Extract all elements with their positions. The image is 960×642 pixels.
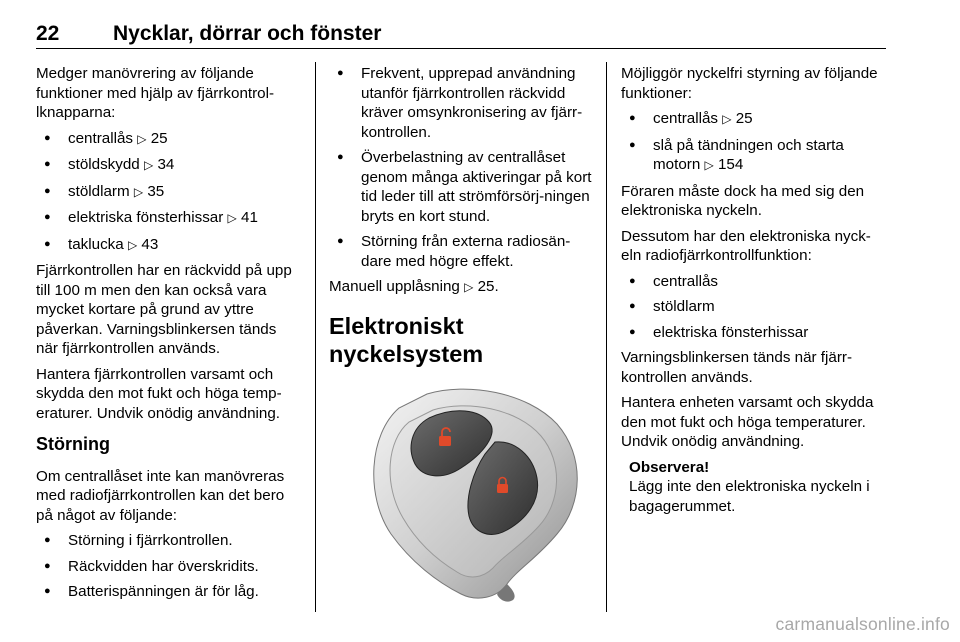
also-text: Dessutom har den elektroniska nyck-eln radiofjärrkontrollfunktion: xyxy=(621,227,871,264)
page-reference[interactable]: ▷ 34 xyxy=(144,156,175,173)
page-header xyxy=(36,22,886,49)
note-box xyxy=(629,458,887,517)
list-item: ● Räckvidden har överskridits. xyxy=(36,557,302,577)
column-divider xyxy=(606,62,607,612)
fault-list xyxy=(36,531,302,602)
chapter-title: Nycklar, dörrar och fönster xyxy=(113,22,382,45)
list-item: ● Störning från externa radiosän-dare med högre effekt. xyxy=(329,232,593,271)
page-reference[interactable]: ▷ 25 xyxy=(137,129,168,147)
fault-heading: Störning xyxy=(36,434,110,454)
page-reference[interactable]: ▷ 43 xyxy=(127,235,159,253)
handle-text: Hantera enheten varsamt och skydda den mot fukt och höga temperaturer. Undvik onödig användning. xyxy=(621,394,874,450)
watermark: carmanualsonline.info xyxy=(775,614,950,634)
keyless-function-list xyxy=(621,109,887,176)
page-reference[interactable]: ▷ 25. xyxy=(464,278,499,295)
intro-text: Möjliggör nyckelfri styrning av följande funktioner: xyxy=(621,65,878,102)
list-item: ● centrallås xyxy=(621,272,887,292)
page-reference[interactable]: ▷ 41 xyxy=(227,209,258,226)
triangle-right-icon: ▷ xyxy=(704,158,714,172)
list-item: ● slå på tändningen och starta motorn ▷ 154 xyxy=(621,136,887,176)
remote-function-list xyxy=(621,272,887,343)
list-item: ● elektriska fönsterhissar xyxy=(621,323,887,343)
fault-intro: Om centrallåset inte kan manövreras med radiofjärrkontrollen kan det bero på något av följande: xyxy=(36,467,285,524)
list-item: ● stöldlarm xyxy=(621,297,887,317)
triangle-right-icon: ▷ xyxy=(127,237,138,252)
list-item: ● Batterispänningen är för låg. xyxy=(36,582,302,602)
list-item: ● Överbelastning av centrallåset genom många aktiveringar på kort tid leder till att strömförsörj-ningen bryts en kort stund. xyxy=(329,148,593,226)
list-item: ● stöldskydd ▷ 34 xyxy=(36,155,302,176)
function-list xyxy=(36,129,302,256)
list-item: ● Frekvent, upprepad användning utanför fjärrkontrollen räckvidd kräver omsynkronisering av fjärr-kontrollen. xyxy=(329,64,593,142)
triangle-right-icon: ▷ xyxy=(133,184,144,199)
column-3 xyxy=(621,64,887,516)
column-1 xyxy=(36,64,302,608)
list-item: ● elektriska fönsterhissar ▷ 41 xyxy=(36,208,302,229)
hazard-text: Varningsblinkersen tänds när fjärr-kontrollen används. xyxy=(621,349,853,386)
page-number: 22 xyxy=(36,22,60,45)
handling-text: Hantera fjärrkontrollen varsamt och skydda den mot fukt och höga temp-eraturer. Undvik onödig användning. xyxy=(36,365,282,422)
driver-text: Föraren måste dock ha med sig den elektroniska nyckeln. xyxy=(621,182,865,219)
triangle-right-icon: ▷ xyxy=(464,280,474,294)
list-item: ● Störning i fjärrkontrollen. xyxy=(36,531,302,551)
column-divider xyxy=(315,62,316,612)
triangle-right-icon: ▷ xyxy=(144,158,154,172)
key-fob-shape xyxy=(374,389,577,602)
page-reference[interactable]: ▷ 35 xyxy=(133,182,165,200)
page-reference[interactable]: ▷ 25 xyxy=(722,110,753,127)
triangle-right-icon: ▷ xyxy=(227,211,237,225)
list-item: ● centrallås ▷ 25 xyxy=(36,129,302,150)
range-text: Fjärrkontrollen har en räckvidd på upp till 100 m men den kan också vara mycket kortare på grund av yttre påverkan. Varningsblinkersen tänds när fjärrkontrollen används. xyxy=(36,262,292,357)
column-2 xyxy=(329,64,593,604)
triangle-right-icon: ▷ xyxy=(137,131,147,146)
list-item: ● stöldlarm ▷ 35 xyxy=(36,182,302,203)
electronic-key-illustration xyxy=(357,384,589,604)
page-reference[interactable]: ▷ 154 xyxy=(704,156,744,173)
triangle-right-icon: ▷ xyxy=(722,112,732,126)
section-heading: Elektroniskt nyckelsystem xyxy=(329,312,484,367)
manual-unlock-text: Manuell upplåsning ▷ 25. xyxy=(329,278,499,295)
intro-text: Medger manövrering av följande funktioner med hjälp av fjärrkontrol-lknapparna: xyxy=(36,65,275,121)
list-item: ● taklucka ▷ 43 xyxy=(36,235,302,256)
note-title: Observera! xyxy=(629,458,710,476)
list-item: ● centrallås ▷ 25 xyxy=(621,109,887,130)
note-text: Lägg inte den elektroniska nyckeln i bagagerummet. xyxy=(629,478,870,515)
fault-list-continued xyxy=(329,64,593,271)
